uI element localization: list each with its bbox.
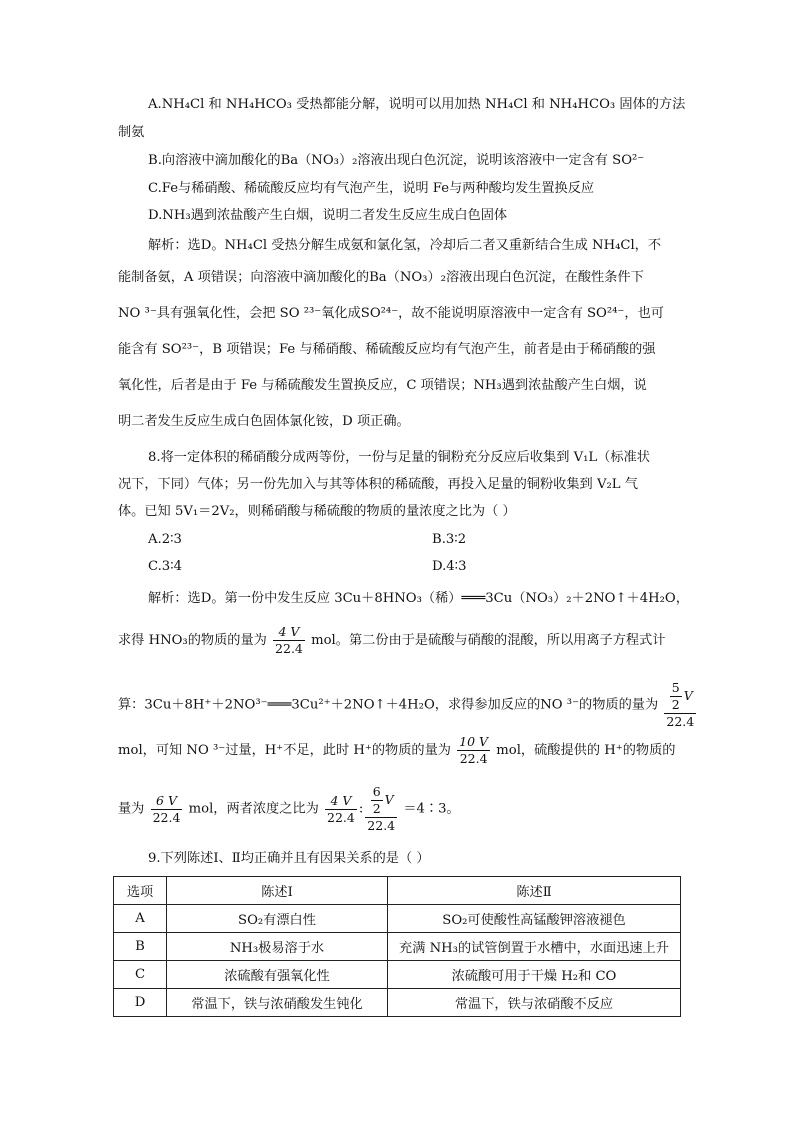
fraction-5-2-v2-numerator <box>664 680 696 713</box>
fraction-5-2 <box>670 680 682 713</box>
q7-explanation-line5: 氧化性，后者是由于 Fe 与稀硫酸发生置换反应，C 项错误；NH₃遇到浓盐酸产生白烟，说 <box>118 378 647 393</box>
fraction-6-2 <box>371 784 383 817</box>
row-d-statement-1: 常温下，铁与浓硝酸发生钝化 <box>167 989 388 1017</box>
fraction-6v1-numerator: 6 V <box>156 792 177 808</box>
fraction-6v1 <box>151 793 183 826</box>
fraction-6-2-v1 <box>365 784 397 834</box>
fraction-5-2-top: 5 <box>671 680 680 695</box>
fraction-6-2-v1-denominator: 22.4 <box>367 818 396 833</box>
table-row <box>114 905 681 933</box>
table-header-row <box>114 877 681 905</box>
q8-explanation-line2-text-b: mol。第二份由于是硫酸与硝酸的混酸，所以用离子方程式计 <box>311 633 666 648</box>
fraction-5-2-v2 <box>664 680 696 730</box>
table-row <box>114 933 681 961</box>
row-b-statement-1: NH₃极易溶于水 <box>167 933 388 961</box>
row-b-statement-2: 充满 NH₃的试管倒置于水槽中，水面迅速上升 <box>388 933 681 961</box>
fraction-10v1-denominator: 22.4 <box>457 750 490 767</box>
q8-explanation-line1: 解析：选D。第一份中发生反应 3Cu＋8HNO₃（稀）═══3Cu（NO₃）₂＋2NO↑＋4H₂O， <box>148 591 689 606</box>
q8-option-c: C.3∶4 <box>148 559 183 574</box>
q7-option-b: B.向溶液中滴加酸化的Ba（NO₃）₂溶液出现白色沉淀，说明该溶液中一定含有 SO²⁻ <box>148 153 645 168</box>
fraction-4v1-numerator: 4 V <box>278 624 300 639</box>
fraction-5-2-bottom: 2 <box>671 697 680 712</box>
q8-explanation-line5-text-a: 量为 <box>118 801 145 817</box>
row-d-statement-2: 常温下，铁与浓硝酸不反应 <box>388 989 681 1017</box>
q9-table <box>113 876 681 1017</box>
q8-stem-line1: 8.将一定体积的稀硝酸分成两等份，一份与足量的铜粉充分反应后收集到 V₁L（标准状 <box>148 450 650 465</box>
fraction-ratio-4v1-numerator: 4 V <box>330 792 352 808</box>
row-a-statement-1: SO₂有漂白性 <box>167 905 388 933</box>
row-d-option: D <box>114 989 167 1017</box>
q7-option-a-line1: A.NH₄Cl 和 NH₄HCO₃ 受热都能分解，说明可以用加热 NH₄Cl 和 NH₄HCO₃ 固体的方法 <box>148 97 686 112</box>
q8-explanation-line5 <box>118 784 460 835</box>
fraction-4v1-denominator: 22.4 <box>275 641 303 656</box>
q8-explanation-line4-text-b: mol，硫酸提供的 H⁺的物质的 <box>496 743 676 758</box>
fraction-4v1 <box>273 624 305 657</box>
q8-explanation-line2 <box>118 624 665 658</box>
row-c-option: C <box>114 961 167 989</box>
q8-explanation-line2-text-a: 求得 HNO₃的物质的量为 <box>118 633 267 648</box>
fraction-6v1-denominator: 22.4 <box>152 809 181 825</box>
q7-explanation-line2: 能制备氨，A 项错误；向溶液中滴加酸化的Ba（NO₃）₂溶液出现白色沉淀，在酸性条件下 <box>118 270 644 285</box>
table-row <box>114 961 681 989</box>
row-a-statement-2: SO₂可使酸性高锰酸钾溶液褪色 <box>388 905 681 933</box>
q8-explanation-line5-text-c: ＝4∶3。 <box>403 801 460 817</box>
q8-stem-line3: 体。已知 5V₁＝2V₂，则稀硝酸与稀硫酸的物质的量浓度之比为（ ） <box>118 504 516 519</box>
q7-explanation-line4: 能含有 SO²³⁻，B 项错误；Fe 与稀硝酸、稀硫酸反应均有气泡产生，前者是由于稀硝酸的强 <box>118 342 656 357</box>
q7-option-a-line2: 制氨 <box>118 125 145 140</box>
q7-option-d: D.NH₃遇到浓盐酸产生白烟，说明二者发生反应生成白色固体 <box>148 208 508 223</box>
q7-explanation-line6: 明二者发生反应生成白色固体氯化铵，D 项正确。 <box>118 414 410 429</box>
ratio-colon: : <box>358 801 364 817</box>
fraction-6-2-v: V <box>384 792 394 807</box>
q8-option-b: B.3∶2 <box>432 532 467 547</box>
q8-explanation-line4 <box>118 734 675 768</box>
fraction-10v1 <box>457 734 490 767</box>
header-statement-1: 陈述Ⅰ <box>167 877 388 905</box>
q7-explanation-line3: NO ³⁻具有强氧化性，会把 SO ²³⁻氧化成SO²⁴⁻，故不能说明原溶液中一定含有 SO²⁴⁻，也可 <box>118 306 664 321</box>
q9-stem: 9.下列陈述Ⅰ、Ⅱ均正确并且有因果关系的是（ ） <box>148 851 430 866</box>
header-option: 选项 <box>114 877 167 905</box>
row-c-statement-1: 浓硫酸有强氧化性 <box>167 961 388 989</box>
q7-option-c: C.Fe与稀硝酸、稀硫酸反应均有气泡产生，说明 Fe与两种酸均发生置换反应 <box>148 181 595 196</box>
fraction-6-2-top: 6 <box>372 784 381 799</box>
row-a-option: A <box>114 905 167 933</box>
q8-explanation-line5-text-b: mol，两者浓度之比为 <box>188 801 319 817</box>
q8-stem-line2: 况下，下同）气体；另一份先加入与其等体积的稀硫酸，再投入足量的铜粉收集到 V₂L 气 <box>118 477 638 492</box>
fraction-ratio-4v1-denominator: 22.4 <box>327 809 355 825</box>
row-b-option: B <box>114 933 167 961</box>
fraction-10v1-numerator: 10 V <box>459 734 489 749</box>
fraction-6-2-bottom: 2 <box>372 801 381 816</box>
header-statement-2: 陈述Ⅱ <box>388 877 681 905</box>
q8-option-a: A.2∶3 <box>148 532 182 547</box>
fraction-5-2-v: V <box>683 688 693 703</box>
fraction-5-2-v2-denominator: 22.4 <box>666 714 695 729</box>
q7-explanation-line1: 解析：选D。NH₄Cl 受热分解生成氨和氯化氢，冷却后二者又重新结合生成 NH₄Cl，不 <box>148 238 662 253</box>
table-row <box>114 989 681 1017</box>
fraction-ratio-4v1 <box>325 793 357 826</box>
q8-explanation-line3 <box>118 680 698 731</box>
q8-explanation-line3-text: 算：3Cu＋8H⁺＋2NO³⁻═══3Cu²⁺＋2NO↑＋4H₂O，求得参加反应的NO ³⁻的物质的量为 <box>118 697 659 713</box>
fraction-6-2-v1-numerator <box>365 784 397 817</box>
row-c-statement-2: 浓硫酸可用于干燥 H₂和 CO <box>388 961 681 989</box>
q8-explanation-line4-text-a: mol，可知 NO ³⁻过量，H⁺不足，此时 H⁺的物质的量为 <box>118 743 451 758</box>
q8-option-d: D.4∶3 <box>432 559 467 574</box>
